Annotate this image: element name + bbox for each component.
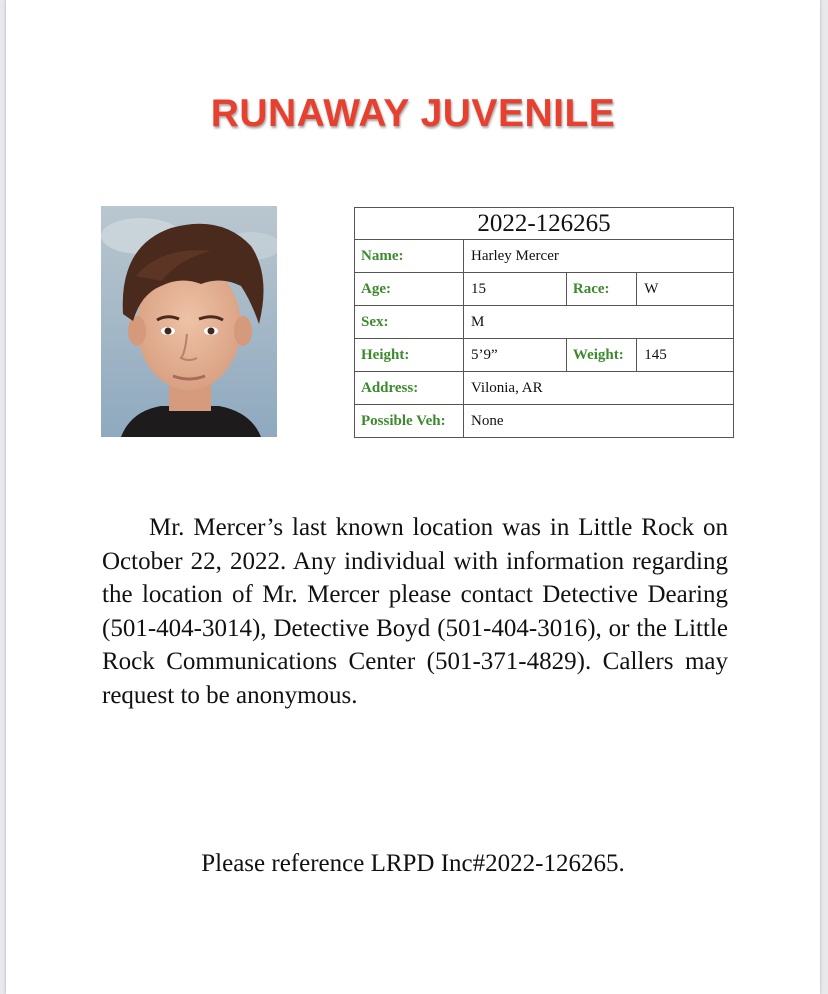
- age-label: Age:: [355, 273, 464, 306]
- race-label: Race:: [566, 273, 636, 306]
- age-row: [355, 273, 734, 306]
- case-number: 2022-126265: [355, 208, 734, 240]
- height-value: 5’9”: [464, 339, 567, 372]
- flyer-page: [6, 0, 820, 994]
- sex-row: [355, 306, 734, 339]
- address-label: Address:: [355, 372, 464, 405]
- vehicle-value: None: [464, 405, 734, 438]
- name-label: Name:: [355, 240, 464, 273]
- vehicle-label: Possible Veh:: [355, 405, 464, 438]
- height-row: [355, 339, 734, 372]
- age-value: 15: [464, 273, 567, 306]
- height-label: Height:: [355, 339, 464, 372]
- subject-photo: [101, 206, 277, 437]
- address-value: Vilonia, AR: [464, 372, 734, 405]
- weight-value: 145: [637, 339, 734, 372]
- body-paragraph: Mr. Mercer’s last known location was in Little Rock on October 22, 2022. Any individual with information regarding the location of Mr. Mercer please contact Detective Dearing (501-404-3014), Detective Boyd (501-404-3016), or the Little Rock Communications Center (501-371-4829). Callers may request to be anonymous.: [102, 514, 728, 709]
- race-value: W: [637, 273, 734, 306]
- name-value: Harley Mercer: [464, 240, 734, 273]
- weight-label: Weight:: [566, 339, 636, 372]
- subject-info-table: [354, 207, 734, 438]
- reference-line: Please reference LRPD Inc#2022-126265.: [201, 850, 625, 877]
- address-row: [355, 372, 734, 405]
- case-row: [355, 208, 734, 240]
- sex-value: M: [464, 306, 734, 339]
- vehicle-row: [355, 405, 734, 438]
- flyer-title: RUNAWAY JUVENILE: [210, 92, 616, 135]
- name-row: [355, 240, 734, 273]
- sex-label: Sex:: [355, 306, 464, 339]
